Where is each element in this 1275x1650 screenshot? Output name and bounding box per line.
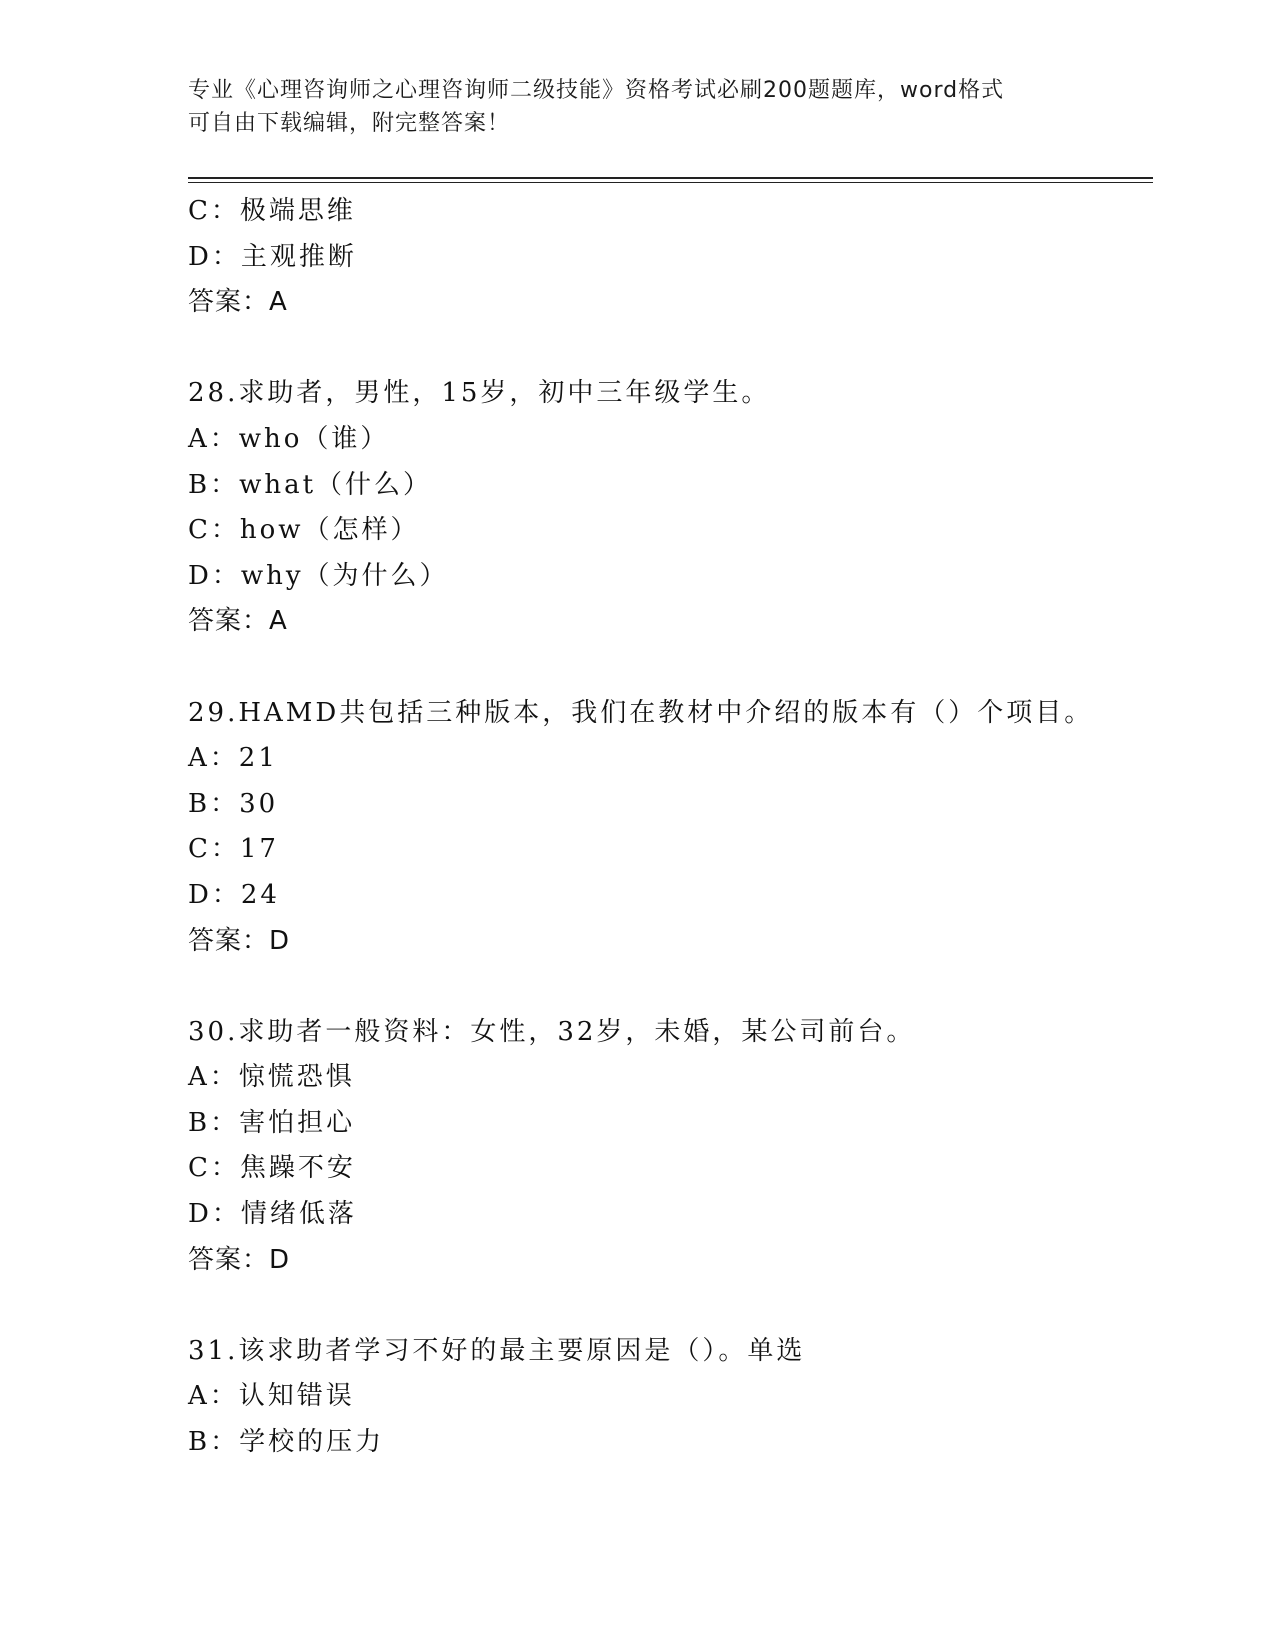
- option-d: D：why（为什么）: [188, 560, 449, 591]
- option-a: A：惊慌恐惧: [188, 1062, 355, 1093]
- question-stem-30: 30.求助者一般资料：女性，32岁，未婚，某公司前台。: [188, 1016, 916, 1047]
- option-d: D：情绪低落: [188, 1199, 357, 1230]
- option-c: C：极端思维: [188, 196, 356, 226]
- question-stem-28: 28.求助者，男性，15岁，初中三年级学生。: [188, 378, 771, 409]
- answer-line: 答案：D: [188, 925, 291, 956]
- spacer: [188, 1283, 1153, 1329]
- option-c: C：how（怎样）: [188, 515, 420, 546]
- header-rule-bottom: [188, 182, 1153, 183]
- spacer: [188, 645, 1153, 691]
- option-b: B：学校的压力: [188, 1427, 385, 1458]
- question-stem-29: 29.HAMD共包括三种版本，我们在教材中介绍的版本有（）个项目。: [188, 697, 1094, 728]
- header-line-1: 专业《心理咨询师之心理咨询师二级技能》资格考试必刷200题题库，word格式: [188, 78, 1005, 103]
- option-d: D：24: [188, 879, 280, 910]
- header-rule-top: [188, 177, 1153, 179]
- answer-line: 答案：A: [188, 606, 288, 637]
- spacer: [188, 964, 1153, 1010]
- document-header: [188, 74, 1068, 140]
- option-b: B：30: [188, 788, 279, 819]
- option-b: B：害怕担心: [188, 1107, 356, 1138]
- header-line-2: 可自由下载编辑，附完整答案！: [188, 111, 511, 136]
- option-a: A：21: [188, 743, 278, 774]
- answer-line: 答案：A: [188, 287, 288, 318]
- option-b: B：what（什么）: [188, 469, 433, 500]
- question-list: [188, 189, 1153, 1466]
- spacer: [188, 326, 1153, 372]
- option-a: A：who（谁）: [188, 423, 390, 454]
- question-stem-31: 31.该求助者学习不好的最主要原因是（）。单选: [188, 1335, 806, 1366]
- answer-line: 答案：D: [188, 1244, 291, 1275]
- option-c: C：焦躁不安: [188, 1153, 356, 1184]
- option-a: A：认知错误: [188, 1381, 355, 1412]
- option-d: D：主观推断: [188, 241, 357, 272]
- option-c: C：17: [188, 834, 279, 865]
